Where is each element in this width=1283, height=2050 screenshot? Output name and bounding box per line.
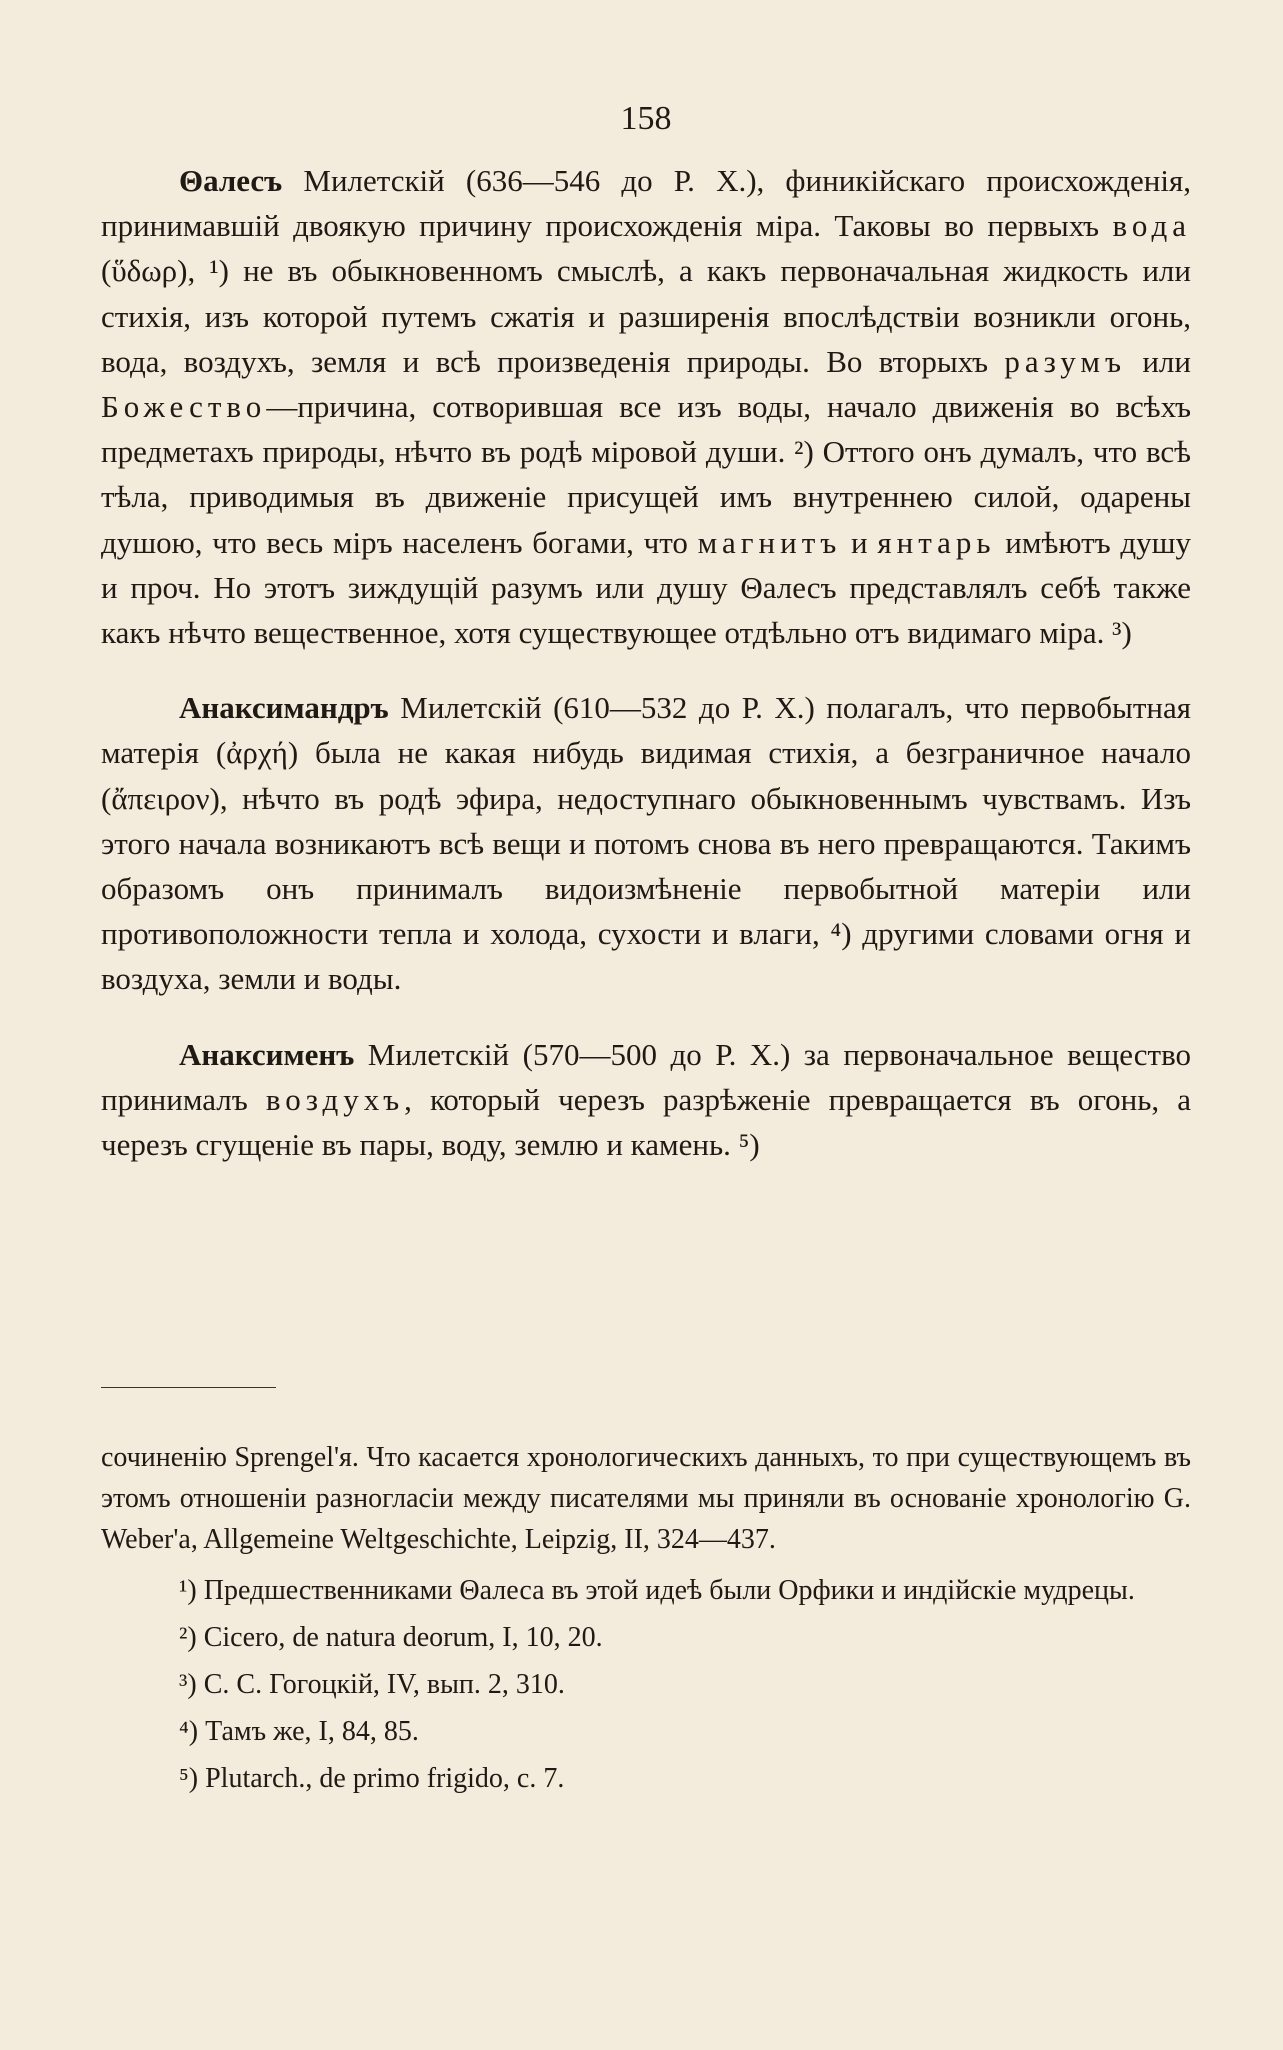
paragraph-anaximander	[101, 685, 1191, 1001]
footnote	[101, 1664, 1191, 1705]
footnote-list	[101, 1570, 1191, 1799]
philosopher-name: Анаксименъ	[179, 1036, 355, 1072]
paragraph-anaximenes	[101, 1032, 1191, 1168]
footnote-text: Тамъ же, I, 84, 85.	[205, 1716, 419, 1747]
footnote-continuation: сочиненію Sprengel'я. Что касается хронологическихъ данныхъ, то при существующемъ въ этомъ отношеніи разногласіи между писателями мы приняли въ основаніе хронологію G. Weber'a, Allgemeine Weltgeschichte, Leipzig, II, 324—437.	[101, 1442, 1191, 1555]
main-text	[101, 158, 1191, 1167]
document-page	[101, 0, 1191, 2050]
footnote	[101, 1711, 1191, 1752]
footnote-text: Предшественниками Θалеса въ этой идеѣ были Орфики и индійскіе мудрецы.	[203, 1575, 1135, 1606]
footnote-text: С. С. Гогоцкій, IV, вып. 2, 310.	[203, 1669, 565, 1700]
footnote-divider	[101, 1387, 276, 1388]
philosopher-name: Θалесъ	[179, 163, 283, 198]
footnote	[101, 1758, 1191, 1799]
spaced-term: вода	[1112, 208, 1192, 244]
paragraph-text: —причина, сотворившая все изъ воды, начало движенія во всѣхъ предметахъ природы, нѣчто въ родѣ міровой души. ²) Оттого онъ думалъ, что всѣ тѣла, приводимыя въ движеніе присущей имъ внутреннею силой, одарены душою, что весь міръ населенъ богами, что	[101, 389, 1191, 560]
philosopher-name: Анаксимандръ	[179, 690, 389, 726]
paragraph-text: Милетскій (610—532 до Р. Х.) полагалъ, что первобытная матерія (ἀρχή) была не какая нибудь видимая стихія, а безграничное начало (ἄπειρον), нѣчто въ родѣ эфира, недоступнаго обыкновеннымъ чувствамъ. Изъ этого начала возникаютъ всѣ вещи и потомъ снова въ него превращаются. Такимъ образомъ онъ принималъ видоизмѣненіе первобытной матеріи или противоположности тепла и холода, сухости и влаги, ⁴) другими словами огня и воздуха, земли и воды.	[101, 690, 1192, 997]
footnote-mark: ⁴)	[179, 1716, 199, 1747]
footnotes-section	[101, 1437, 1191, 1805]
paragraph-text: , который черезъ разрѣженіе превращается въ огонь, а черезъ сгущеніе въ пары, воду, землю и камень. ⁵)	[101, 1081, 1191, 1163]
footnote-mark: ²)	[179, 1622, 197, 1653]
spaced-term: воздухъ	[265, 1081, 405, 1117]
paragraph-text: Милетскій (570—500 до Р. Х.) за первоначальное вещество принималъ	[101, 1036, 1192, 1117]
footnote-mark: ⁵)	[179, 1763, 199, 1794]
footnote	[101, 1617, 1191, 1658]
paragraph-text: (ὕδωρ), ¹) не въ обыкновенномъ смыслѣ, а какъ первоначальная жидкость или стихія, изъ которой путемъ сжатія и разширенія впослѣдствіи возникли огонь, вода, воздухъ, земля и всѣ произведенія природы. Во вторыхъ	[101, 253, 1191, 379]
footnote-mark: ³)	[179, 1669, 197, 1700]
spaced-term: Божество	[101, 389, 267, 425]
spaced-term: магнитъ	[697, 524, 842, 560]
footnote-mark: ¹)	[179, 1575, 197, 1606]
footnote-text: Cicero, de natura deorum, I, 10, 20.	[203, 1622, 603, 1653]
paragraph-text: имѣютъ душу и проч. Но этотъ зиждущій разумъ или душу Θалесъ представлялъ себѣ также какъ нѣчто вещественное, хотя существующее отдѣльно отъ видимаго міра. ³)	[101, 524, 1192, 651]
footnote	[101, 1570, 1191, 1611]
paragraph-thales	[101, 158, 1191, 655]
spaced-term: разумъ	[1004, 343, 1126, 379]
paragraph-text: и	[851, 524, 868, 560]
paragraph-text: или	[1142, 343, 1191, 379]
spaced-term: янтарь	[877, 524, 996, 560]
paragraph-text: Милетскій (636—546 до Р. Х.), финикійскаго происхожденія, принимавшій двоякую причину происхожденія міра. Таковы во первыхъ	[101, 163, 1191, 244]
footnote-text: Plutarch., de primo frigido, c. 7.	[205, 1763, 565, 1794]
page-number: 158	[620, 100, 672, 137]
